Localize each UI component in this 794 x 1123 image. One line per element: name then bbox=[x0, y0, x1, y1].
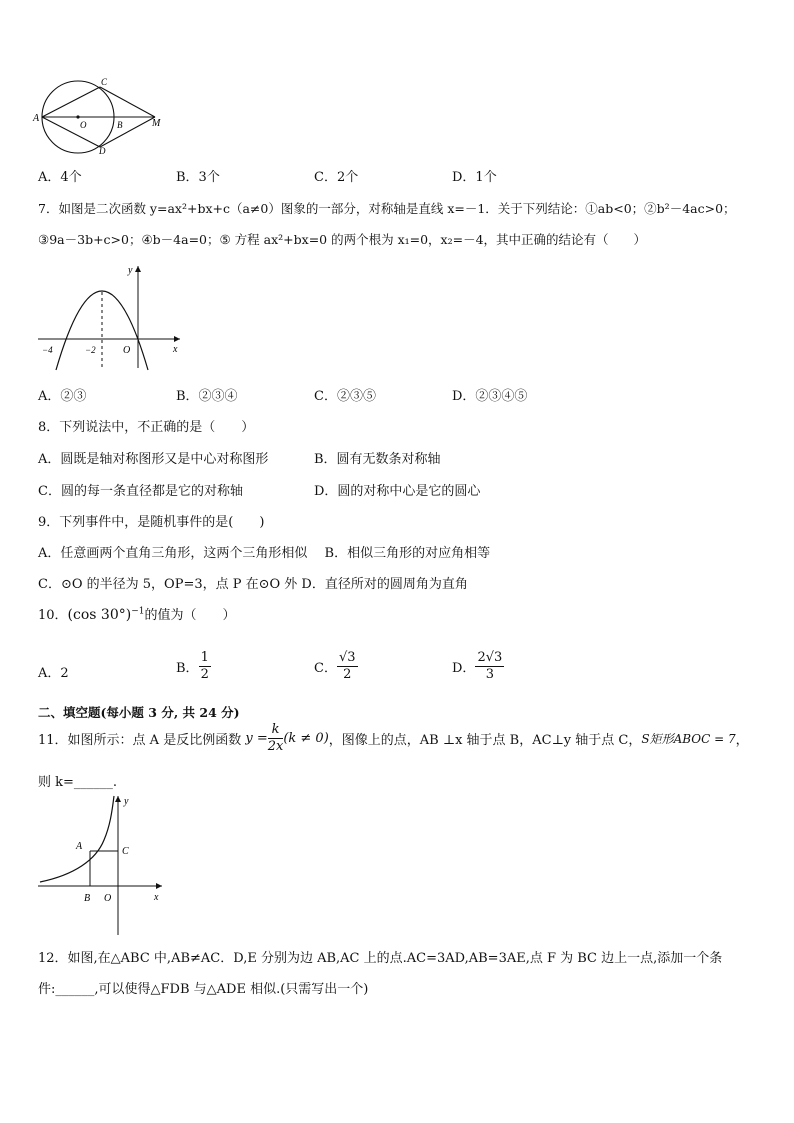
q7-option-c: C．②③⑤ bbox=[314, 389, 376, 404]
q7-stem-line2: ③9a－3b+c>0；④b－4a=0；⑤ 方程 ax²+bx=0 的两个根为 x₁=0，x₂=－4，其中正确的结论有（ ） bbox=[38, 232, 647, 247]
q8-stem: 8．下列说法中，不正确的是（ ） bbox=[38, 420, 255, 435]
q6-option-b: B．3个 bbox=[176, 170, 220, 185]
q10-option-c-numerator: √3 bbox=[338, 650, 356, 665]
q10-option-c: C． $\frac{√3}{2}$ bbox=[314, 650, 356, 682]
q8-option-d: D．圆的对称中心是它的圆心 bbox=[314, 484, 481, 499]
q11-tail: ， bbox=[735, 733, 749, 748]
label-B: B bbox=[117, 120, 123, 130]
q8-option-c: C．圆的每一条直径都是它的对称轴 bbox=[38, 484, 243, 499]
q7-option-d: D．②③④⑤ bbox=[452, 389, 528, 404]
q10-suffix: 的值为（ ） bbox=[144, 608, 236, 623]
label-M: M bbox=[152, 118, 161, 129]
q11-stem-line1 bbox=[38, 722, 749, 755]
q10-option-d-denominator: 3 bbox=[485, 667, 494, 682]
q7-stem-line1: 7．如图是二次函数 y=ax²+bx+c（a≠0）图象的一部分，对称轴是直线 x=－1．关于下列结论：①ab<0；②b²－4ac>0； bbox=[38, 201, 736, 216]
q10-option-b: B． $\frac{1}{2}$ bbox=[176, 650, 209, 682]
q10-expression: (cos 30°) bbox=[67, 607, 132, 623]
label-O: O bbox=[104, 893, 112, 904]
label-A: A bbox=[33, 113, 40, 124]
label-y: y bbox=[128, 265, 133, 276]
q10-stem bbox=[38, 604, 236, 623]
q6-option-d: D．1个 bbox=[452, 170, 497, 185]
q10-prefix: 10． bbox=[38, 608, 68, 623]
q6-option-c: C．2个 bbox=[314, 170, 359, 185]
q10-option-c-denominator: 2 bbox=[343, 667, 352, 682]
q11-middle: ，图像上的点，AB ⊥x 轴于点 B，AC⊥y 轴于点 C， bbox=[328, 733, 642, 748]
q10-option-b-numerator: 1 bbox=[200, 650, 209, 665]
label-minus2: −2 bbox=[85, 345, 96, 355]
q11-prefix: 11．如图所示：点 A 是反比例函数 bbox=[38, 733, 242, 748]
label-C: C bbox=[101, 77, 108, 87]
q10-option-d: D． $\frac{2√3}{3}$ bbox=[452, 650, 503, 682]
q9-stem: 9．下列事件中，是随机事件的是( ) bbox=[38, 515, 265, 530]
q11-stem-line2: 则 k=______. bbox=[38, 775, 118, 790]
q9-options-line1: A．任意画两个直角三角形，这两个三角形相似 B．相似三角形的对应角相等 bbox=[38, 546, 491, 561]
q7-parabola-figure bbox=[30, 260, 190, 372]
label-x: x bbox=[173, 344, 178, 355]
q10-option-a: A．2 bbox=[38, 666, 69, 681]
label-O: O bbox=[123, 345, 131, 356]
q12-stem-line2: 件:______,可以使得△FDB 与△ADE 相似.(只需写出一个) bbox=[38, 982, 369, 997]
q11-function-numerator: k bbox=[268, 722, 284, 739]
q6-circle-figure bbox=[30, 74, 170, 154]
q10-option-d-numerator: 2√3 bbox=[477, 650, 503, 665]
q10-option-b-denominator: 2 bbox=[200, 667, 209, 682]
label-y: y bbox=[124, 796, 129, 807]
q11-condition: (k ≠ 0) bbox=[283, 731, 329, 746]
q8-option-a: A．圆既是轴对称图形又是中心对称图形 bbox=[38, 452, 269, 467]
q9-options-line2: C．⊙O 的半径为 5，OP=3，点 P 在⊙O 外 D．直径所对的圆周角为直角 bbox=[38, 577, 468, 592]
label-x: x bbox=[154, 892, 159, 903]
label-O: O bbox=[80, 120, 87, 130]
q7-option-b: B．②③④ bbox=[176, 389, 238, 404]
section-heading: 二、填空题(每小题 3 分, 共 24 分) bbox=[38, 705, 240, 720]
q12-stem-line1: 12．如图,在△ABC 中,AB≠AC．D,E 分别为边 AB,AC 上的点.AC=3AD,AB=3AE,点 F 为 BC 边上一点,添加一个条 bbox=[38, 951, 723, 966]
label-minus4: −4 bbox=[42, 345, 53, 355]
label-B: B bbox=[84, 893, 91, 904]
label-D: D bbox=[99, 146, 106, 154]
q11-hyperbola-figure bbox=[34, 790, 169, 938]
label-C: C bbox=[122, 846, 129, 857]
q11-function-lhs: y = bbox=[245, 731, 268, 746]
label-A: A bbox=[76, 841, 83, 852]
q11-function-denominator: 2x bbox=[267, 739, 284, 754]
q8-option-b: B．圆有无数条对称轴 bbox=[314, 452, 441, 467]
q6-option-a: A．4个 bbox=[38, 170, 82, 185]
q7-option-a: A．②③ bbox=[38, 389, 87, 404]
q11-area: S矩形ABOC = 7 bbox=[641, 732, 736, 746]
q10-exponent: −1 bbox=[131, 606, 145, 617]
